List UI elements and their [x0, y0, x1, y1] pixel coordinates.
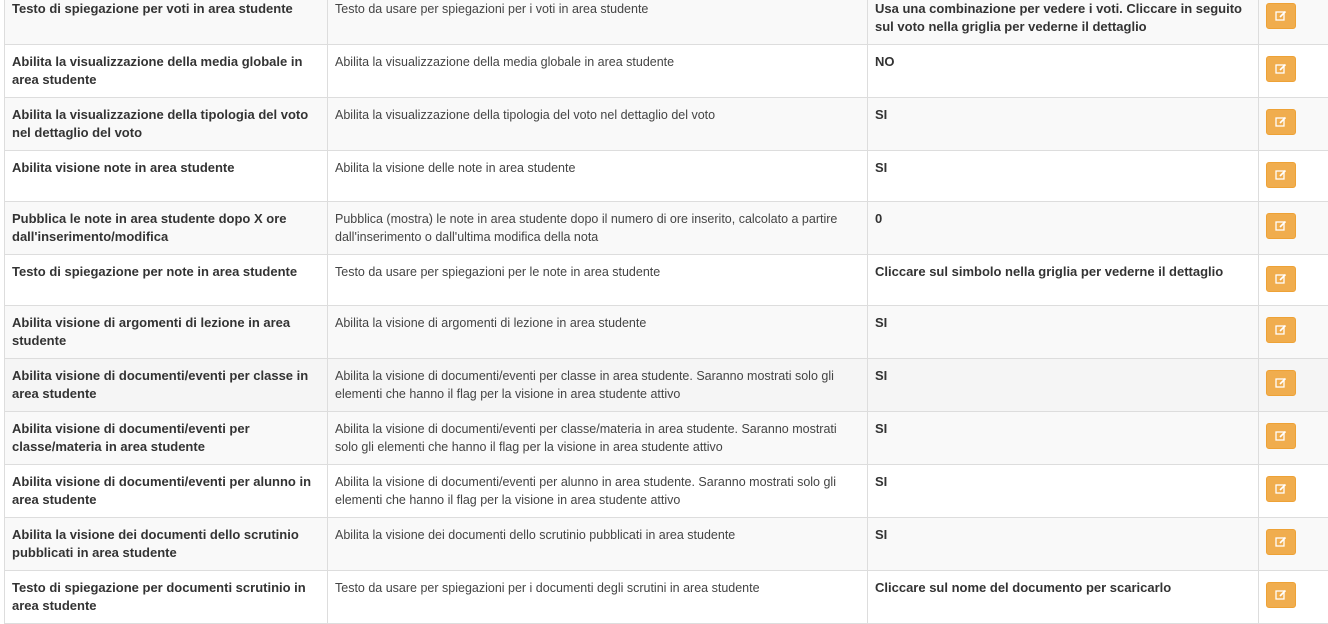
edit-icon: [1275, 273, 1287, 285]
setting-value: SI: [868, 98, 1259, 151]
setting-name: Testo di spiegazione per voti in area studente: [5, 0, 328, 45]
setting-name: Abilita visione di documenti/eventi per alunno in area studente: [5, 465, 328, 518]
action-cell: [1259, 255, 1328, 306]
setting-description: Pubblica (mostra) le note in area studente dopo il numero di ore inserito, calcolato a partire dall'inserimento o dall'ultima modifica della nota: [328, 202, 868, 255]
table-row: [5, 359, 1328, 412]
table-row: [5, 98, 1328, 151]
setting-name: Abilita visione di documenti/eventi per classe/materia in area studente: [5, 412, 328, 465]
edit-icon: [1275, 116, 1287, 128]
edit-icon: [1275, 63, 1287, 75]
action-cell: [1259, 0, 1328, 45]
action-cell: [1259, 359, 1328, 412]
setting-name: Abilita visione note in area studente: [5, 151, 328, 202]
action-cell: [1259, 465, 1328, 518]
setting-value: SI: [868, 359, 1259, 412]
setting-description: Abilita la visione di documenti/eventi per alunno in area studente. Saranno mostrati solo gli elementi che hanno il flag per la visione in area studente attivo: [328, 465, 868, 518]
setting-name: Pubblica le note in area studente dopo X ore dall'inserimento/modifica: [5, 202, 328, 255]
setting-name: Testo di spiegazione per note in area studente: [5, 255, 328, 306]
table-row: [5, 0, 1328, 45]
setting-description: Abilita la visione di argomenti di lezione in area studente: [328, 306, 868, 359]
edit-icon: [1275, 324, 1287, 336]
table-row: [5, 306, 1328, 359]
setting-name: Abilita la visualizzazione della media globale in area studente: [5, 45, 328, 98]
edit-button[interactable]: [1266, 317, 1296, 343]
action-cell: [1259, 306, 1328, 359]
setting-description: Abilita la visione dei documenti dello scrutinio pubblicati in area studente: [328, 518, 868, 571]
setting-value: Usa una combinazione per vedere i voti. Cliccare in seguito sul voto nella griglia per vederne il dettaglio: [868, 0, 1259, 45]
setting-description: Abilita la visualizzazione della tipologia del voto nel dettaglio del voto: [328, 98, 868, 151]
table-row: [5, 518, 1328, 571]
action-cell: [1259, 151, 1328, 202]
setting-description: Abilita la visione delle note in area studente: [328, 151, 868, 202]
edit-button[interactable]: [1266, 476, 1296, 502]
edit-icon: [1275, 169, 1287, 181]
edit-button[interactable]: [1266, 529, 1296, 555]
edit-button[interactable]: [1266, 266, 1296, 292]
setting-name: Abilita la visualizzazione della tipologia del voto nel dettaglio del voto: [5, 98, 328, 151]
edit-icon: [1275, 220, 1287, 232]
setting-description: Abilita la visione di documenti/eventi per classe/materia in area studente. Saranno mostrati solo gli elementi che hanno il flag per la visione in area studente attivo: [328, 412, 868, 465]
setting-name: Abilita visione di documenti/eventi per classe in area studente: [5, 359, 328, 412]
setting-name: Abilita visione di argomenti di lezione in area studente: [5, 306, 328, 359]
action-cell: [1259, 412, 1328, 465]
settings-table: [4, 0, 1328, 624]
action-cell: [1259, 98, 1328, 151]
table-row: [5, 465, 1328, 518]
edit-button[interactable]: [1266, 162, 1296, 188]
settings-table-body: [5, 0, 1328, 624]
settings-table-container: [4, 0, 1326, 624]
table-row: [5, 202, 1328, 255]
setting-description: Abilita la visualizzazione della media globale in area studente: [328, 45, 868, 98]
setting-value: SI: [868, 412, 1259, 465]
edit-button[interactable]: [1266, 582, 1296, 608]
setting-value: Cliccare sul simbolo nella griglia per vederne il dettaglio: [868, 255, 1259, 306]
edit-button[interactable]: [1266, 370, 1296, 396]
action-cell: [1259, 45, 1328, 98]
table-row: [5, 151, 1328, 202]
table-row: [5, 571, 1328, 624]
edit-button[interactable]: [1266, 423, 1296, 449]
edit-icon: [1275, 430, 1287, 442]
edit-button[interactable]: [1266, 213, 1296, 239]
setting-name: Testo di spiegazione per documenti scrutinio in area studente: [5, 571, 328, 624]
setting-name: Abilita la visione dei documenti dello scrutinio pubblicati in area studente: [5, 518, 328, 571]
edit-button[interactable]: [1266, 3, 1296, 29]
setting-description: Abilita la visione di documenti/eventi per classe in area studente. Saranno mostrati solo gli elementi che hanno il flag per la visione in area studente attivo: [328, 359, 868, 412]
setting-value: Cliccare sul nome del documento per scaricarlo: [868, 571, 1259, 624]
table-row: [5, 412, 1328, 465]
table-row: [5, 45, 1328, 98]
setting-value: SI: [868, 465, 1259, 518]
edit-icon: [1275, 483, 1287, 495]
setting-value: 0: [868, 202, 1259, 255]
setting-value: SI: [868, 151, 1259, 202]
setting-description: Testo da usare per spiegazioni per i voti in area studente: [328, 0, 868, 45]
setting-value: SI: [868, 306, 1259, 359]
edit-icon: [1275, 10, 1287, 22]
edit-icon: [1275, 536, 1287, 548]
setting-value: NO: [868, 45, 1259, 98]
setting-description: Testo da usare per spiegazioni per le note in area studente: [328, 255, 868, 306]
edit-button[interactable]: [1266, 56, 1296, 82]
setting-description: Testo da usare per spiegazioni per i documenti degli scrutini in area studente: [328, 571, 868, 624]
table-row: [5, 255, 1328, 306]
action-cell: [1259, 571, 1328, 624]
edit-icon: [1275, 377, 1287, 389]
edit-button[interactable]: [1266, 109, 1296, 135]
action-cell: [1259, 518, 1328, 571]
setting-value: SI: [868, 518, 1259, 571]
action-cell: [1259, 202, 1328, 255]
